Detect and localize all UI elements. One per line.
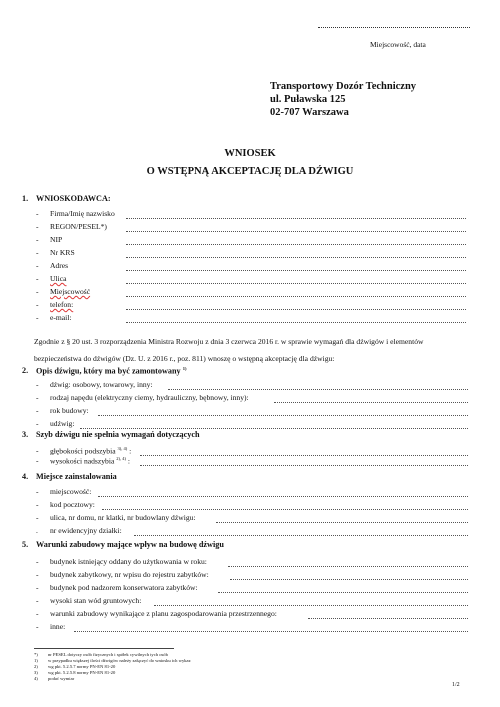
section-title: WNIOSKODAWCA:	[36, 194, 111, 203]
fill-line[interactable]	[228, 566, 468, 567]
field-build-year[interactable]: - rok budowy:	[36, 406, 468, 416]
field-label: e-mail:	[50, 313, 72, 322]
field-location-town[interactable]: - miejscowość:	[36, 487, 468, 497]
field-label: warunki zabudowy wynikające z planu zagospodarowania przestrzennego:	[50, 609, 277, 618]
field-phone[interactable]: - telefon:	[36, 300, 466, 310]
recipient-street: ul. Puławska 125	[270, 94, 346, 105]
field-headroom-height[interactable]: - wysokości nadszybia $^{2), 4)}$ :	[36, 456, 468, 466]
footnote-ref: 1)	[182, 366, 187, 371]
fill-line[interactable]	[98, 496, 468, 497]
field-label: głębokości podszybia	[50, 446, 116, 456]
fill-line[interactable]	[80, 428, 468, 429]
section-number: 2.	[22, 366, 29, 375]
footnote-ref: 3), 4)	[117, 446, 128, 451]
section-title: Opis dźwigu, który ma być zamontowany	[36, 366, 181, 376]
field-street-number[interactable]: - ulica, nr domu, nr klatki, nr budowlany dźwigu:	[36, 513, 468, 523]
document-subtitle: O WSTĘPNĄ AKCEPTACJĘ DLA DŹWIGU	[146, 166, 354, 177]
field-pit-depth[interactable]: - głębokości podszybia $^{3), 4)}$ :	[36, 446, 468, 456]
section-number: 4.	[22, 472, 29, 481]
field-label: wysoki stan wód gruntowych:	[50, 596, 142, 605]
recipient-name: Transportowy Dozór Techniczny	[270, 81, 417, 92]
fill-line[interactable]	[102, 509, 468, 510]
field-label: wysokości nadszybia	[50, 456, 115, 466]
document-title: WNIOSEK	[224, 148, 276, 159]
fill-line[interactable]	[126, 270, 466, 271]
field-building-existing[interactable]: - budynek istniejący oddany do użytkowania w roku:	[36, 557, 468, 567]
section-title: Szyb dźwigu nie spełnia wymagań dotyczących	[36, 430, 200, 439]
field-groundwater[interactable]: - wysoki stan wód gruntowych:	[36, 596, 468, 606]
field-label: Adres	[50, 261, 69, 270]
field-label: kod pocztowy:	[50, 500, 95, 509]
field-label: NIP	[50, 235, 63, 244]
fill-line[interactable]	[126, 244, 466, 245]
field-label: dźwig: osobowy, towarowy, inny:	[50, 380, 153, 389]
field-label: Miejscowość	[50, 287, 91, 296]
field-label: nr ewidencyjny działki:	[50, 526, 122, 535]
recipient-city: 02-707 Warszawa	[270, 107, 349, 118]
footnote-separator	[34, 648, 174, 649]
section-number: 5.	[22, 540, 29, 549]
fill-line[interactable]	[218, 592, 468, 593]
field-krs[interactable]: - Nr KRS	[36, 248, 466, 258]
field-zoning-conditions[interactable]: - warunki zabudowy wynikające z planu zagospodarowania przestrzennego:	[36, 609, 468, 619]
field-label: telefon:	[50, 300, 74, 309]
intro-paragraph: Zgodnie z § 20 ust. 3 rozporządzenia Ministra Rozwoju z dnia 3 czerwca 2016 r. w sprawie wymagań dla dźwigów i elementów bezpieczeństwa do dźwigów (Dz. U. z 2016 r., poz. 811) wnoszę o wstępną akceptację dla dźwigu:	[34, 337, 424, 363]
fill-line[interactable]	[216, 522, 468, 523]
footnote: 1) w przypadku większej ilości dźwigów należy załączyć do wniosku ich wykaz	[34, 658, 191, 663]
field-label: Ulica	[50, 274, 67, 283]
section-number: 1.	[22, 194, 29, 203]
field-label: udźwig:	[50, 419, 75, 428]
field-label: REGON/PESEL*)	[50, 222, 107, 231]
fill-line[interactable]	[126, 218, 466, 219]
field-building-supervised[interactable]: - budynek pod nadzorem konserwatora zabytków:	[36, 583, 468, 593]
section3-heading	[22, 430, 322, 442]
field-label: rok budowy:	[50, 406, 89, 415]
field-label: budynek pod nadzorem konserwatora zabytków:	[50, 583, 198, 592]
section-number: 3.	[22, 430, 29, 439]
fill-line[interactable]	[126, 231, 466, 232]
field-capacity[interactable]: - udźwig:	[36, 419, 468, 429]
section1-heading	[22, 194, 322, 206]
field-drive-type[interactable]: - rodzaj napędu (elektryczny ciemy, hydrauliczny, bębnowy, inny):	[36, 393, 468, 403]
field-label: ulica, nr domu, nr klatki, nr budowlany dźwigu:	[50, 513, 196, 522]
field-nip[interactable]: - NIP	[36, 235, 466, 245]
fill-line[interactable]	[154, 605, 468, 606]
field-company-name[interactable]: - Firma/Imię nazwisko	[36, 209, 466, 219]
page-number: 1/2	[452, 682, 460, 688]
section-title: Warunki zabudowy mające wpływ na budowę dźwigu	[36, 540, 224, 549]
field-label: miejscowość:	[50, 487, 92, 496]
section5-heading	[22, 540, 322, 552]
field-address[interactable]: - Adres	[36, 261, 466, 271]
footnote: 3) wg pkt. 5.2.5.8 normy PN-EN 81-20	[34, 670, 116, 675]
section2-heading	[22, 366, 322, 378]
fill-line[interactable]	[230, 579, 468, 580]
fill-line[interactable]	[274, 402, 468, 403]
field-building-historic[interactable]: - budynek zabytkowy, nr wpisu do rejestru zabytków:	[36, 570, 468, 580]
section4-heading	[22, 472, 322, 484]
section-title: Miejsce zainstalowania	[36, 472, 117, 481]
field-email[interactable]: - e-mail:	[36, 313, 466, 323]
field-label: inne:	[50, 622, 66, 631]
fill-line[interactable]	[168, 389, 468, 390]
fill-line[interactable]	[126, 257, 466, 258]
footnote: 2) wg pkt. 5.2.5.7 normy PN-EN 81-20	[34, 664, 116, 669]
place-date-line[interactable]	[318, 27, 470, 28]
footnote: 4) podać wymiar	[34, 676, 75, 681]
footnote-ref: 2), 4)	[116, 456, 126, 461]
field-plot-number[interactable]: . nr ewidencyjny działki:	[36, 526, 468, 536]
field-label: Firma/Imię nazwisko	[50, 209, 115, 218]
fill-line[interactable]	[98, 415, 468, 416]
field-lift-type[interactable]: - dźwig: osobowy, towarowy, inny:	[36, 380, 468, 390]
fill-line[interactable]	[126, 309, 466, 310]
footnote: *) nr PESEL dotyczy osób fizycznych i spółek cywilnych tych osób	[34, 652, 168, 657]
place-date-label: Miejscowość, data	[370, 40, 426, 49]
field-label: Nr KRS	[50, 248, 75, 257]
field-regon-pesel[interactable]: - REGON/PESEL*)	[36, 222, 466, 232]
field-town[interactable]: - Miejscowość	[36, 287, 466, 297]
field-label: rodzaj napędu (elektryczny ciemy, hydrauliczny, bębnowy, inny):	[50, 393, 249, 402]
fill-line[interactable]	[74, 631, 468, 632]
field-postal-code[interactable]: - kod pocztowy:	[36, 500, 468, 510]
field-street[interactable]: - Ulica	[36, 274, 466, 284]
field-label: budynek zabytkowy, nr wpisu do rejestru zabytków:	[50, 570, 209, 579]
fill-line[interactable]	[126, 322, 466, 323]
fill-line[interactable]	[140, 465, 468, 466]
field-label: budynek istniejący oddany do użytkowania w roku:	[50, 557, 207, 566]
field-other[interactable]: - inne:	[36, 622, 468, 632]
fill-line[interactable]	[126, 283, 466, 284]
fill-line[interactable]	[308, 618, 468, 619]
fill-line[interactable]	[126, 296, 466, 297]
fill-line[interactable]	[134, 535, 468, 536]
